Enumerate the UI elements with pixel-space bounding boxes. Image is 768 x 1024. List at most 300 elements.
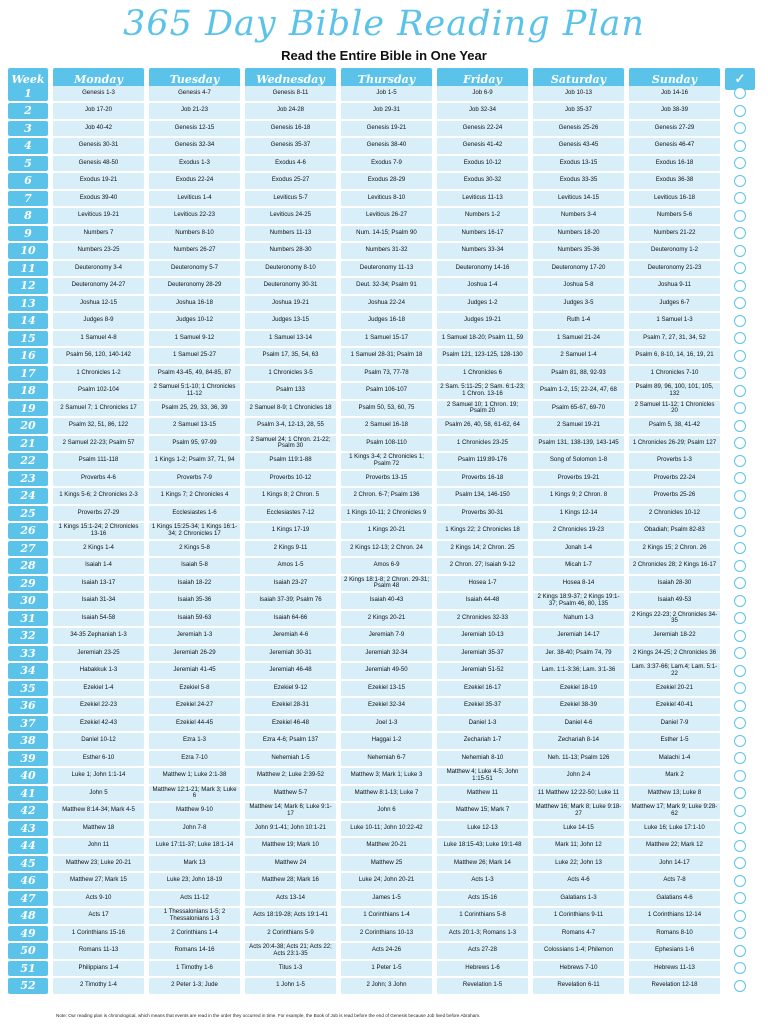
reading-cell-saturday: Mark 11; John 12 — [533, 838, 624, 854]
reading-cell-monday: 2 Kings 1-4 — [53, 541, 144, 557]
reading-cell-monday: Psalm 111-118 — [53, 453, 144, 469]
week-number: 29 — [8, 576, 48, 592]
reading-cell-friday: 2 Sam. 5:11-25; 2 Sam. 6:1-23; 1 Chron. 13-16 — [437, 383, 528, 399]
week-checkbox[interactable] — [725, 821, 755, 837]
week-checkbox[interactable] — [725, 541, 755, 557]
reading-cell-tuesday: Isaiah 5-8 — [149, 558, 240, 574]
reading-cell-saturday: Exodus 33-35 — [533, 173, 624, 189]
checkbox-circle-icon[interactable] — [734, 210, 746, 222]
reading-cell-monday: Deuteronomy 3-4 — [53, 261, 144, 277]
reading-cell-sunday: Isaiah 28-30 — [629, 576, 720, 592]
checkbox-circle-icon[interactable] — [734, 630, 746, 642]
checkbox-circle-icon[interactable] — [734, 227, 746, 239]
reading-cell-saturday: Neh. 11-13; Psalm 126 — [533, 751, 624, 767]
reading-cell-monday: Leviticus 19-21 — [53, 208, 144, 224]
reading-cell-sunday: Exodus 36-38 — [629, 173, 720, 189]
reading-cell-tuesday: Ezra 1-3 — [149, 733, 240, 749]
week-number: 6 — [8, 173, 48, 189]
week-checkbox[interactable] — [725, 471, 755, 487]
checkbox-circle-icon[interactable] — [734, 612, 746, 624]
reading-cell-wednesday: Psalm 133 — [245, 383, 336, 399]
reading-cell-saturday: 11 Matthew 12:22-50; Luke 11 — [533, 786, 624, 802]
reading-cell-wednesday: Acts 20:4-38; Acts 21; Acts 22; Acts 23:1-35 — [245, 943, 336, 959]
week-number: 15 — [8, 331, 48, 347]
reading-cell-sunday: 2 Kings 15; 2 Chron. 26 — [629, 541, 720, 557]
checkbox-circle-icon[interactable] — [734, 840, 746, 852]
week-checkbox[interactable] — [725, 873, 755, 889]
reading-cell-saturday: Ruth 1-4 — [533, 313, 624, 329]
checkbox-circle-icon[interactable] — [734, 770, 746, 782]
reading-cell-tuesday: 2 Samuel 5:1-10; 1 Chronicles 11-12 — [149, 383, 240, 399]
reading-cell-friday: Hebrews 1-6 — [437, 961, 528, 977]
reading-cell-friday: Matthew 11 — [437, 786, 528, 802]
reading-cell-monday: Isaiah 54-58 — [53, 611, 144, 627]
reading-cell-wednesday: 1 Chronicles 3-5 — [245, 366, 336, 382]
reading-cell-tuesday: Genesis 4-7 — [149, 86, 240, 102]
reading-cell-wednesday: Ezekiel 28-31 — [245, 698, 336, 714]
reading-cell-sunday: Joshua 9-11 — [629, 278, 720, 294]
week-checkbox[interactable] — [725, 803, 755, 819]
checkbox-circle-icon[interactable] — [734, 367, 746, 379]
week-checkbox[interactable] — [725, 646, 755, 662]
reading-cell-tuesday: Matthew 12:1-21; Mark 3; Luke 6 — [149, 786, 240, 802]
reading-cell-monday: Isaiah 13-17 — [53, 576, 144, 592]
checkbox-circle-icon[interactable] — [734, 787, 746, 799]
week-number: 25 — [8, 506, 48, 522]
checkbox-circle-icon[interactable] — [734, 385, 746, 397]
reading-cell-monday: 1 Kings 5-6; 2 Chronicles 2-3 — [53, 488, 144, 504]
header-friday: Friday — [437, 68, 528, 90]
reading-cell-wednesday: Matthew 19; Mark 10 — [245, 838, 336, 854]
checkbox-circle-icon[interactable] — [734, 542, 746, 554]
checkbox-circle-icon[interactable] — [734, 962, 746, 974]
week-checkbox[interactable] — [725, 611, 755, 627]
reading-cell-thursday: Joel 1-3 — [341, 716, 432, 732]
checkbox-circle-icon[interactable] — [734, 560, 746, 572]
checkbox-circle-icon[interactable] — [734, 472, 746, 484]
page-subtitle: Read the Entire Bible in One Year — [281, 48, 487, 63]
week-checkbox[interactable] — [725, 751, 755, 767]
reading-cell-thursday: Acts 24-26 — [341, 943, 432, 959]
checkbox-circle-icon[interactable] — [734, 420, 746, 432]
checkbox-circle-icon[interactable] — [734, 577, 746, 589]
week-number: 44 — [8, 838, 48, 854]
reading-cell-wednesday: 1 Kings 17-19 — [245, 523, 336, 539]
reading-cell-tuesday: Numbers 8-10 — [149, 226, 240, 242]
week-checkbox[interactable] — [725, 663, 755, 679]
reading-cell-friday: 2 Chron. 27; Isaiah 9-12 — [437, 558, 528, 574]
reading-cell-tuesday: Ezekiel 5-8 — [149, 681, 240, 697]
week-number: 48 — [8, 908, 48, 924]
week-checkbox[interactable] — [725, 226, 755, 242]
reading-cell-monday: 34-35 Zephaniah 1-3 — [53, 628, 144, 644]
reading-cell-thursday: Job 29-31 — [341, 103, 432, 119]
checkbox-circle-icon[interactable] — [734, 157, 746, 169]
reading-cell-saturday: Luke 22; John 13 — [533, 856, 624, 872]
week-checkbox[interactable] — [725, 453, 755, 469]
week-number: 2 — [8, 103, 48, 119]
reading-cell-saturday: Job 10-13 — [533, 86, 624, 102]
week-checkbox[interactable] — [725, 348, 755, 364]
reading-cell-saturday: Job 35-37 — [533, 103, 624, 119]
reading-cell-tuesday: Isaiah 18-22 — [149, 576, 240, 592]
reading-cell-thursday: Job 1-5 — [341, 86, 432, 102]
reading-cell-friday: Acts 15-16 — [437, 891, 528, 907]
reading-cell-saturday: Joshua 5-8 — [533, 278, 624, 294]
checkbox-circle-icon[interactable] — [734, 525, 746, 537]
reading-cell-wednesday: 2 Corinthians 5-9 — [245, 926, 336, 942]
reading-cell-thursday: 1 Samuel 15-17 — [341, 331, 432, 347]
reading-cell-wednesday: Isaiah 64-66 — [245, 611, 336, 627]
reading-cell-saturday: Genesis 25-26 — [533, 121, 624, 137]
reading-cell-friday: Ezekiel 35-37 — [437, 698, 528, 714]
reading-cell-thursday: 2 Samuel 16-18 — [341, 418, 432, 434]
reading-plan-table — [8, 68, 760, 994]
reading-cell-friday: Numbers 33-34 — [437, 243, 528, 259]
week-number: 30 — [8, 593, 48, 609]
week-number: 36 — [8, 698, 48, 714]
week-checkbox[interactable] — [725, 786, 755, 802]
reading-cell-sunday: Genesis 27-29 — [629, 121, 720, 137]
reading-cell-saturday: Jonah 1-4 — [533, 541, 624, 557]
week-checkbox[interactable] — [725, 261, 755, 277]
reading-cell-sunday: 2 Kings 22-23; 2 Chronicles 34-35 — [629, 611, 720, 627]
reading-cell-friday: Acts 20:1-3; Romans 1-3 — [437, 926, 528, 942]
reading-cell-wednesday: 2 Samuel 8-9; 1 Chronicles 18 — [245, 401, 336, 417]
reading-cell-thursday: 1 Kings 3-4; 2 Chronicles 1; Psalm 72 — [341, 453, 432, 469]
reading-cell-sunday: Judges 6-7 — [629, 296, 720, 312]
week-checkbox[interactable] — [725, 191, 755, 207]
week-checkbox[interactable] — [725, 558, 755, 574]
reading-cell-sunday: Job 14-16 — [629, 86, 720, 102]
reading-cell-thursday: 1 Corinthians 1-4 — [341, 908, 432, 924]
reading-cell-wednesday: Ezekiel 9-12 — [245, 681, 336, 697]
reading-cell-monday: Romans 11-13 — [53, 943, 144, 959]
reading-cell-sunday: Numbers 21-22 — [629, 226, 720, 242]
reading-cell-friday: Deuteronomy 14-16 — [437, 261, 528, 277]
checkbox-circle-icon[interactable] — [734, 455, 746, 467]
header-wednesday: Wednesday — [245, 68, 336, 90]
week-checkbox[interactable] — [725, 366, 755, 382]
week-checkbox[interactable] — [725, 488, 755, 504]
reading-cell-tuesday: Genesis 32-34 — [149, 138, 240, 154]
week-checkbox[interactable] — [725, 926, 755, 942]
week-checkbox[interactable] — [725, 278, 755, 294]
reading-cell-monday: 1 Chronicles 1-2 — [53, 366, 144, 382]
checkbox-circle-icon[interactable] — [734, 927, 746, 939]
reading-cell-thursday: Num. 14-15; Psalm 90 — [341, 226, 432, 242]
checkbox-circle-icon[interactable] — [734, 875, 746, 887]
reading-cell-monday: Joshua 12-15 — [53, 296, 144, 312]
checkbox-circle-icon[interactable] — [734, 892, 746, 904]
checkbox-circle-icon[interactable] — [734, 245, 746, 257]
reading-cell-friday: Revelation 1-5 — [437, 978, 528, 994]
checkbox-circle-icon[interactable] — [734, 297, 746, 309]
reading-cell-friday: Leviticus 11-13 — [437, 191, 528, 207]
reading-cell-thursday: Ezekiel 13-15 — [341, 681, 432, 697]
week-checkbox[interactable] — [725, 156, 755, 172]
reading-cell-monday: John 11 — [53, 838, 144, 854]
reading-cell-monday: 1 Kings 15:1-24; 2 Chronicles 13-16 — [53, 523, 144, 539]
reading-cell-thursday: Deut. 32-34; Psalm 91 — [341, 278, 432, 294]
reading-cell-monday: 2 Timothy 1-4 — [53, 978, 144, 994]
week-checkbox[interactable] — [725, 681, 755, 697]
checkbox-circle-icon[interactable] — [734, 910, 746, 922]
reading-cell-monday: Judges 8-9 — [53, 313, 144, 329]
reading-cell-monday: Job 17-20 — [53, 103, 144, 119]
checkbox-circle-icon[interactable] — [734, 805, 746, 817]
reading-cell-monday: Exodus 19-21 — [53, 173, 144, 189]
reading-cell-thursday: Isaiah 40-43 — [341, 593, 432, 609]
reading-cell-thursday: Exodus 28-29 — [341, 173, 432, 189]
reading-cell-friday: Genesis 41-42 — [437, 138, 528, 154]
reading-cell-sunday: Galatians 4-6 — [629, 891, 720, 907]
reading-cell-saturday: 1 Kings 12-14 — [533, 506, 624, 522]
week-checkbox[interactable] — [725, 961, 755, 977]
reading-cell-monday: Psalm 56, 120, 140-142 — [53, 348, 144, 364]
reading-cell-tuesday: Proverbs 7-9 — [149, 471, 240, 487]
reading-cell-tuesday: Deuteronomy 28-29 — [149, 278, 240, 294]
reading-cell-friday: Matthew 26; Mark 14 — [437, 856, 528, 872]
reading-cell-saturday: Revelation 6-11 — [533, 978, 624, 994]
reading-cell-monday: Genesis 30-31 — [53, 138, 144, 154]
reading-cell-monday: Deuteronomy 24-27 — [53, 278, 144, 294]
checkbox-circle-icon[interactable] — [734, 647, 746, 659]
checkbox-circle-icon[interactable] — [734, 507, 746, 519]
checkbox-circle-icon[interactable] — [734, 945, 746, 957]
week-number: 20 — [8, 418, 48, 434]
header-saturday: Saturday — [533, 68, 624, 90]
reading-cell-monday: Psalm 32, 51, 86, 122 — [53, 418, 144, 434]
week-number: 35 — [8, 681, 48, 697]
week-number: 42 — [8, 803, 48, 819]
reading-cell-monday: Esther 6-10 — [53, 751, 144, 767]
week-checkbox[interactable] — [725, 856, 755, 872]
week-checkbox[interactable] — [725, 978, 755, 994]
reading-cell-wednesday: Isaiah 23-27 — [245, 576, 336, 592]
checkbox-circle-icon[interactable] — [734, 717, 746, 729]
reading-cell-saturday: Hebrews 7-10 — [533, 961, 624, 977]
reading-cell-tuesday: Jeremiah 26-29 — [149, 646, 240, 662]
reading-cell-wednesday: Numbers 28-30 — [245, 243, 336, 259]
reading-cell-sunday: Romans 8-10 — [629, 926, 720, 942]
reading-cell-tuesday: Psalm 43-45, 49, 84-85, 87 — [149, 366, 240, 382]
reading-cell-tuesday: Romans 14-16 — [149, 943, 240, 959]
week-number: 38 — [8, 733, 48, 749]
reading-cell-friday: Jeremiah 35-37 — [437, 646, 528, 662]
reading-cell-tuesday: Deuteronomy 5-7 — [149, 261, 240, 277]
week-checkbox[interactable] — [725, 313, 755, 329]
checkbox-circle-icon[interactable] — [734, 332, 746, 344]
week-checkbox[interactable] — [725, 138, 755, 154]
week-checkbox[interactable] — [725, 838, 755, 854]
week-checkbox[interactable] — [725, 208, 755, 224]
week-checkbox[interactable] — [725, 576, 755, 592]
reading-cell-sunday: Proverbs 1-3 — [629, 453, 720, 469]
reading-cell-friday: Psalm 119:89-176 — [437, 453, 528, 469]
checkbox-circle-icon[interactable] — [734, 437, 746, 449]
reading-cell-monday: Matthew 8:14-34; Mark 4-5 — [53, 803, 144, 819]
checkbox-circle-icon[interactable] — [734, 175, 746, 187]
reading-cell-thursday: Psalm 108-110 — [341, 436, 432, 452]
week-checkbox[interactable] — [725, 436, 755, 452]
week-checkbox[interactable] — [725, 733, 755, 749]
reading-cell-tuesday: Leviticus 22-23 — [149, 208, 240, 224]
reading-cell-tuesday: Leviticus 1-4 — [149, 191, 240, 207]
checkbox-circle-icon[interactable] — [734, 140, 746, 152]
header-week: Week — [8, 68, 48, 90]
checkbox-circle-icon[interactable] — [734, 665, 746, 677]
reading-cell-sunday: Luke 16; Luke 17:1-10 — [629, 821, 720, 837]
reading-cell-thursday: Proverbs 13-15 — [341, 471, 432, 487]
week-checkbox[interactable] — [725, 523, 755, 539]
reading-cell-wednesday: Ecclesiastes 7-12 — [245, 506, 336, 522]
reading-cell-monday: Isaiah 1-4 — [53, 558, 144, 574]
week-checkbox[interactable] — [725, 418, 755, 434]
reading-cell-sunday: Leviticus 16-18 — [629, 191, 720, 207]
page-title: 365 Day Bible Reading Plan — [123, 4, 645, 44]
week-number: 45 — [8, 856, 48, 872]
week-checkbox[interactable] — [725, 593, 755, 609]
reading-cell-sunday: 2 Samuel 11-12; 1 Chronicles 20 — [629, 401, 720, 417]
week-number: 8 — [8, 208, 48, 224]
reading-cell-thursday: Psalm 106-107 — [341, 383, 432, 399]
header-check-icon: ✓ — [725, 68, 755, 90]
week-number: 13 — [8, 296, 48, 312]
reading-cell-sunday: Ephesians 1-6 — [629, 943, 720, 959]
reading-cell-friday: Proverbs 30-31 — [437, 506, 528, 522]
checkbox-circle-icon[interactable] — [734, 122, 746, 134]
checkbox-circle-icon[interactable] — [734, 87, 746, 99]
reading-cell-wednesday: Matthew 5-7 — [245, 786, 336, 802]
reading-cell-saturday: Galatians 1-3 — [533, 891, 624, 907]
checkbox-circle-icon[interactable] — [734, 192, 746, 204]
reading-cell-sunday: Jeremiah 18-22 — [629, 628, 720, 644]
week-number: 3 — [8, 121, 48, 137]
reading-cell-monday: Numbers 7 — [53, 226, 144, 242]
reading-cell-sunday: Deuteronomy 1-2 — [629, 243, 720, 259]
reading-cell-thursday: 1 Kings 20-21 — [341, 523, 432, 539]
checkbox-circle-icon[interactable] — [734, 595, 746, 607]
week-checkbox[interactable] — [725, 383, 755, 399]
header-monday: Monday — [53, 68, 144, 90]
checkbox-circle-icon[interactable] — [734, 315, 746, 327]
reading-cell-tuesday: 1 Timothy 1-6 — [149, 961, 240, 977]
reading-cell-wednesday: Leviticus 5-7 — [245, 191, 336, 207]
reading-cell-saturday: Ezekiel 18-19 — [533, 681, 624, 697]
reading-cell-tuesday: Judges 10-12 — [149, 313, 240, 329]
reading-cell-thursday: Jeremiah 7-9 — [341, 628, 432, 644]
week-checkbox[interactable] — [725, 628, 755, 644]
reading-cell-friday: 1 Chronicles 23-25 — [437, 436, 528, 452]
checkbox-circle-icon[interactable] — [734, 105, 746, 117]
reading-cell-monday: Matthew 18 — [53, 821, 144, 837]
week-checkbox[interactable] — [725, 768, 755, 784]
reading-cell-monday: Ezekiel 22-23 — [53, 698, 144, 714]
checkbox-circle-icon[interactable] — [734, 980, 746, 992]
week-checkbox[interactable] — [725, 243, 755, 259]
reading-cell-monday: Exodus 39-40 — [53, 191, 144, 207]
reading-cell-tuesday: Psalm 25, 29, 33, 36, 39 — [149, 401, 240, 417]
reading-cell-friday: Psalm 134, 146-150 — [437, 488, 528, 504]
week-checkbox[interactable] — [725, 86, 755, 102]
reading-cell-friday: Psalm 121, 123-125, 128-130 — [437, 348, 528, 364]
reading-cell-sunday: Psalm 6, 8-10, 14, 16, 19, 21 — [629, 348, 720, 364]
reading-cell-tuesday: Jeremiah 1-3 — [149, 628, 240, 644]
week-checkbox[interactable] — [725, 716, 755, 732]
reading-cell-monday: 1 Samuel 4-8 — [53, 331, 144, 347]
week-checkbox[interactable] — [725, 698, 755, 714]
reading-cell-thursday: Jeremiah 49-50 — [341, 663, 432, 679]
reading-cell-monday: Proverbs 27-29 — [53, 506, 144, 522]
week-checkbox[interactable] — [725, 296, 755, 312]
week-number: 24 — [8, 488, 48, 504]
reading-cell-sunday: 2 Chronicles 28; 2 Kings 16-17 — [629, 558, 720, 574]
checkbox-circle-icon[interactable] — [734, 350, 746, 362]
reading-cell-friday: Matthew 4; Luke 4-5; John 1:15-51 — [437, 768, 528, 784]
week-checkbox[interactable] — [725, 891, 755, 907]
reading-cell-sunday: Matthew 22; Mark 12 — [629, 838, 720, 854]
reading-cell-thursday: Leviticus 8-10 — [341, 191, 432, 207]
week-number: 22 — [8, 453, 48, 469]
reading-cell-monday: Numbers 23-25 — [53, 243, 144, 259]
reading-cell-saturday: Colossians 1-4; Philemon — [533, 943, 624, 959]
reading-cell-tuesday: Ezekiel 44-45 — [149, 716, 240, 732]
reading-cell-tuesday: 2 Corinthians 1-4 — [149, 926, 240, 942]
week-checkbox[interactable] — [725, 331, 755, 347]
checkbox-circle-icon[interactable] — [734, 822, 746, 834]
week-checkbox[interactable] — [725, 121, 755, 137]
week-number: 19 — [8, 401, 48, 417]
reading-cell-monday: Genesis 48-50 — [53, 156, 144, 172]
checkbox-circle-icon[interactable] — [734, 857, 746, 869]
checkbox-circle-icon[interactable] — [734, 402, 746, 414]
week-checkbox[interactable] — [725, 173, 755, 189]
reading-cell-wednesday: Ezekiel 46-48 — [245, 716, 336, 732]
week-number: 23 — [8, 471, 48, 487]
reading-cell-thursday: Genesis 19-21 — [341, 121, 432, 137]
week-checkbox[interactable] — [725, 943, 755, 959]
checkbox-circle-icon[interactable] — [734, 490, 746, 502]
reading-cell-friday: Jeremiah 10-13 — [437, 628, 528, 644]
reading-cell-tuesday: Acts 11-12 — [149, 891, 240, 907]
week-checkbox[interactable] — [725, 103, 755, 119]
checkbox-circle-icon[interactable] — [734, 280, 746, 292]
checkbox-circle-icon[interactable] — [734, 752, 746, 764]
checkbox-circle-icon[interactable] — [734, 700, 746, 712]
reading-cell-wednesday: Matthew 28; Mark 16 — [245, 873, 336, 889]
week-checkbox[interactable] — [725, 401, 755, 417]
reading-cell-sunday: Job 38-39 — [629, 103, 720, 119]
reading-cell-tuesday: Exodus 22-24 — [149, 173, 240, 189]
reading-cell-saturday: Song of Solomon 1-8 — [533, 453, 624, 469]
reading-cell-sunday: Proverbs 22-24 — [629, 471, 720, 487]
week-number: 21 — [8, 436, 48, 452]
checkbox-circle-icon[interactable] — [734, 262, 746, 274]
reading-cell-friday: 2 Samuel 10; 1 Chron. 19; Psalm 20 — [437, 401, 528, 417]
reading-cell-wednesday: Genesis 16-18 — [245, 121, 336, 137]
week-checkbox[interactable] — [725, 908, 755, 924]
week-checkbox[interactable] — [725, 506, 755, 522]
reading-cell-tuesday: 2 Samuel 13-15 — [149, 418, 240, 434]
reading-cell-thursday: 1 Peter 1-5 — [341, 961, 432, 977]
checkbox-circle-icon[interactable] — [734, 735, 746, 747]
checkbox-circle-icon[interactable] — [734, 682, 746, 694]
reading-cell-thursday: Psalm 50, 53, 60, 75 — [341, 401, 432, 417]
reading-cell-friday: 1 Corinthians 5-8 — [437, 908, 528, 924]
footnote: Note: Our reading plan is chronological, which means that events are read in the order they occurred in time. For example, the Book of Job is read before the end of Genesis because Job lived before Abraham. — [56, 1013, 481, 1018]
reading-cell-friday: Acts 1-3 — [437, 873, 528, 889]
